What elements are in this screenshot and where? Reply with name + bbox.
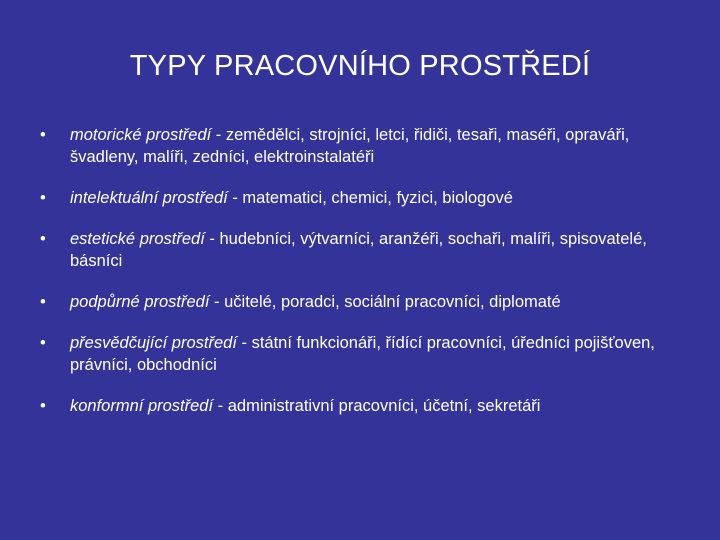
- item-term: přesvědčující prostředí: [70, 334, 237, 352]
- item-term: motorické prostředí: [70, 126, 212, 144]
- item-text: - zemědělci, strojníci, letci, řidiči, tesaři, maséři, opraváři, švadleny, malíři, zedníci, elektroinstalatéři: [70, 126, 630, 166]
- item-term: konformní prostředí: [70, 397, 214, 415]
- bullet-marker: •: [40, 293, 46, 311]
- item-text: - učitelé, poradci, sociální pracovníci, diplomaté: [209, 293, 561, 311]
- bullet-marker: •: [40, 230, 46, 248]
- item-term: podpůrné prostředí: [70, 293, 210, 311]
- bullet-marker: •: [40, 334, 46, 352]
- item-text: - matematici, chemici, fyzici, biologové: [227, 189, 513, 207]
- list-item: [40, 395, 700, 417]
- item-term: estetické prostředí: [70, 230, 205, 248]
- item-term: intelektuální prostředí: [70, 189, 228, 207]
- list-item: [40, 187, 700, 209]
- item-text: - státní funkcionáři, řídící pracovníci, úředníci pojišťoven, právníci, obchodníci: [70, 334, 655, 374]
- list-item: [40, 124, 700, 168]
- list-item: [40, 291, 700, 313]
- bullet-list: [40, 124, 700, 436]
- bullet-marker: •: [40, 397, 46, 415]
- list-item: [40, 332, 700, 376]
- bullet-marker: •: [40, 126, 46, 144]
- item-text: - hudebníci, výtvarníci, aranžéři, sochaři, malíři, spisovatelé, básníci: [70, 230, 647, 270]
- item-text: - administrativní pracovníci, účetní, sekretáři: [213, 397, 541, 415]
- slide-title: TYPY PRACOVNÍHO PROSTŘEDÍ: [129, 50, 591, 82]
- bullet-marker: •: [40, 189, 46, 207]
- list-item: [40, 228, 700, 272]
